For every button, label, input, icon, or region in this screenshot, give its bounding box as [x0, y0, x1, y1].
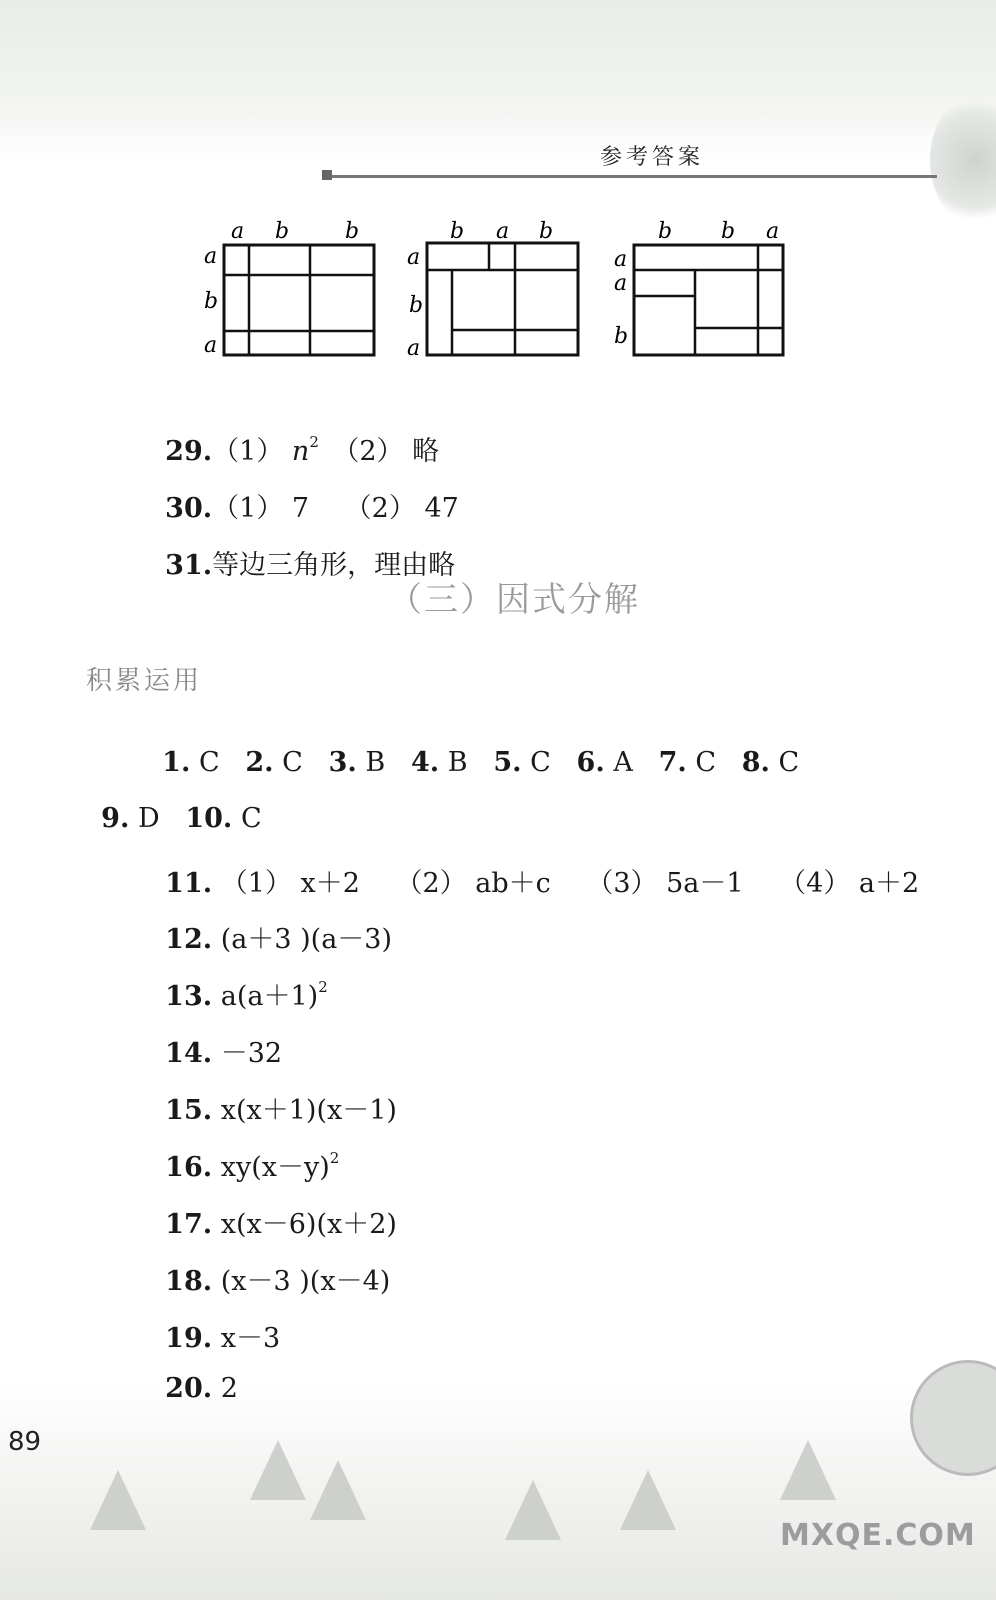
question-number: 12. — [165, 924, 213, 955]
question-number: 18. — [165, 1266, 213, 1297]
figure-3-top-label: b — [721, 219, 736, 244]
tree-decoration — [90, 1470, 146, 1530]
top-decoration — [0, 0, 996, 160]
question-number: 1. — [162, 747, 191, 778]
choice-answer: C — [240, 803, 262, 834]
answer-text: a(a＋1) — [220, 981, 319, 1012]
question-number: 6. — [576, 747, 605, 778]
section-heading: （三）因式分解 — [388, 580, 640, 620]
choice-answer: D — [137, 803, 160, 834]
figure-3-side-label: b — [614, 324, 629, 349]
figure-1-side-label: a — [204, 244, 218, 269]
choice-answer: C — [695, 747, 717, 778]
multiple-choice-row-2 — [84, 772, 262, 834]
figure-3-outline — [634, 245, 783, 355]
question-number: 4. — [410, 747, 440, 778]
question-number: 8. — [741, 747, 770, 778]
answer-part: （2） 略 — [318, 436, 440, 467]
figure-3-top-label: b — [658, 219, 673, 244]
tree-decoration — [250, 1440, 306, 1500]
question-number: 5. — [493, 747, 522, 778]
figure-3-top-label: a — [766, 219, 780, 244]
answer-text: （1） x＋2 （2） ab＋c （3） 5a－1 （4） a＋2 — [220, 868, 920, 899]
question-number: 19. — [165, 1323, 213, 1354]
figure-2 — [405, 218, 585, 372]
figure-1 — [200, 218, 380, 372]
figure-1-diagram — [200, 218, 380, 368]
figure-1-outline — [224, 245, 374, 355]
question-number: 17. — [165, 1209, 213, 1240]
choice-answer: C — [198, 747, 220, 778]
choice-answer: C — [778, 747, 800, 778]
answer-20 — [148, 1342, 238, 1404]
watermark: MXQE.COM — [780, 1518, 976, 1553]
choice-answer: B — [365, 747, 386, 778]
answer-exponent: 2 — [329, 1149, 340, 1167]
question-number: 30. — [165, 493, 213, 524]
answer-text: x－3 — [220, 1323, 281, 1354]
header-rule — [332, 175, 937, 178]
answer-text: x(x＋1)(x－1) — [220, 1095, 397, 1126]
figure-3-side-label: a — [614, 271, 628, 296]
figure-2-outline — [427, 243, 578, 355]
figure-2-side-label: b — [409, 293, 424, 318]
choice-answer: A — [613, 747, 633, 778]
tree-decoration — [780, 1440, 836, 1500]
figure-3-diagram — [610, 218, 790, 368]
figure-3-side-label: a — [614, 247, 628, 272]
question-number: 15. — [165, 1095, 213, 1126]
answer-text: x(x－6)(x＋2) — [220, 1209, 397, 1240]
figure-1-top-label: b — [345, 219, 360, 244]
question-number: 31. — [165, 550, 213, 581]
figure-1-top-label: b — [275, 219, 290, 244]
figure-1-side-label: b — [204, 289, 219, 314]
subsection-heading: 积累运用 — [86, 666, 203, 696]
answer-text: （1） 7 （2） 47 — [212, 493, 459, 524]
header-rule-marker — [322, 170, 332, 180]
figure-2-top-label: a — [496, 219, 510, 244]
figure-2-side-label: a — [407, 336, 421, 361]
tree-decoration — [310, 1460, 366, 1520]
bottom-decoration — [0, 1380, 996, 1600]
question-number: 16. — [165, 1152, 213, 1183]
question-number: 20. — [165, 1373, 213, 1404]
choice-answer: B — [447, 747, 468, 778]
question-number: 11. — [165, 868, 213, 899]
answer-text: (x－3 )(x－4) — [220, 1266, 391, 1297]
question-number: 7. — [658, 747, 687, 778]
multiple-choice-row-1 — [145, 716, 799, 778]
page-number: 89 — [8, 1427, 42, 1457]
question-number: 13. — [165, 981, 213, 1012]
answer-text: －32 — [220, 1038, 283, 1069]
answer-exponent: 2 — [309, 433, 319, 451]
question-number: 14. — [165, 1038, 213, 1069]
figure-2-top-label: b — [539, 219, 554, 244]
question-number: 3. — [328, 747, 357, 778]
figure-2-side-label: a — [407, 245, 421, 270]
answer-text: 等边三角形，理由略 — [212, 550, 456, 581]
choice-answer: C — [282, 747, 303, 778]
answer-exponent: 2 — [318, 978, 328, 996]
tree-decoration — [620, 1470, 676, 1530]
figure-2-top-label: b — [450, 219, 465, 244]
answer-variable: n — [291, 436, 310, 467]
figure-3 — [610, 218, 790, 372]
answer-part: （1） — [212, 436, 292, 467]
question-number: 29. — [165, 436, 213, 467]
choice-answer: C — [530, 747, 551, 778]
answer-text: (a＋3 )(a－3) — [220, 924, 393, 955]
question-number: 9. — [101, 803, 130, 834]
question-number: 2. — [245, 747, 274, 778]
answer-text: 2 — [220, 1373, 238, 1404]
figure-1-top-label: a — [231, 219, 245, 244]
question-number: 10. — [185, 803, 233, 834]
figure-2-diagram — [405, 218, 585, 368]
tree-decoration — [505, 1480, 561, 1540]
figure-1-side-label: a — [204, 333, 218, 358]
page-header-title: 参考答案 — [600, 145, 705, 170]
answer-text: xy(x－y) — [220, 1152, 330, 1183]
